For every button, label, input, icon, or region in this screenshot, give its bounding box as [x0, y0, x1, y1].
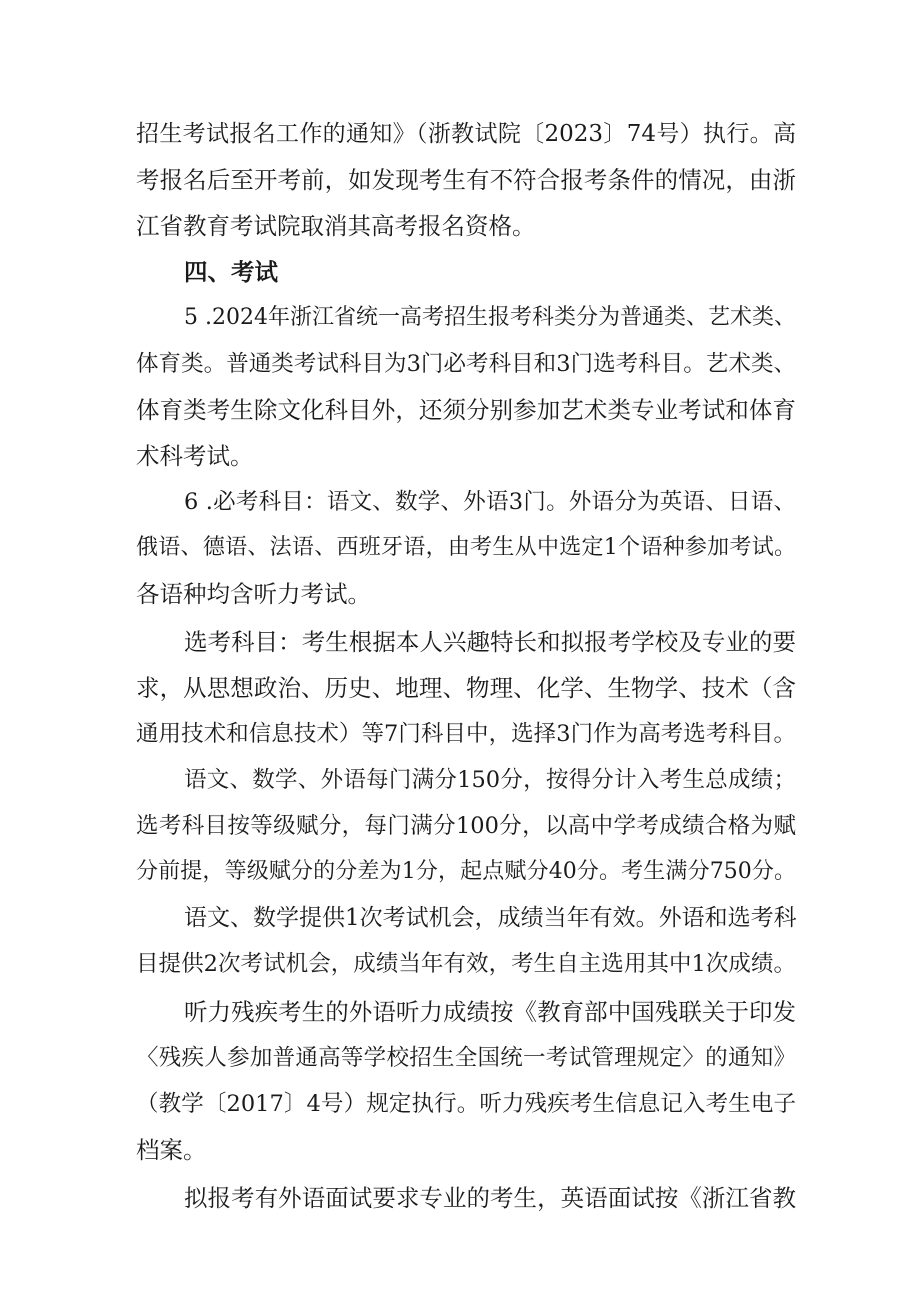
section-heading: 四、考试: [184, 258, 278, 286]
paragraph-line: 〈残疾人参加普通高等学校招生全国统一考试管理规定〉的通知》: [136, 1045, 796, 1071]
paragraph-line: 江省教育考试院取消其高考报名资格。: [136, 212, 536, 240]
paragraph-line: 目提供2次考试机会，成绩当年有效，考生自主选用其中1次成绩。: [136, 951, 796, 977]
paragraph-line: 选考科目：考生根据本人兴趣特长和拟报考学校及专业的要: [184, 628, 796, 656]
paragraph-line: 招生考试报名工作的通知》（浙教试院〔2023〕74号）执行。高: [136, 121, 796, 147]
paragraph-line: 分前提，等级赋分的分差为1分，起点赋分40分。考生满分750分。: [136, 859, 796, 884]
paragraph-line: （教学〔2017〕4号）规定执行。听力残疾考生信息记入考生电子: [136, 1091, 796, 1117]
paragraph-line: 各语种均含听力考试。: [136, 580, 371, 608]
paragraph-line: 通用技术和信息技术）等7门科目中，选择3门作为高考选考科目。: [136, 721, 796, 747]
paragraph-line: 体育类考生除文化科目外，还须分别参加艺术类专业考试和体育: [136, 396, 796, 424]
paragraph-line: 拟报考有外语面试要求专业的考生，英语面试按《浙江省教: [184, 1184, 796, 1212]
paragraph-line: 体育类。普通类考试科目为3门必考科目和3门选考科目。艺术类、: [136, 351, 796, 377]
paragraph-line: 语文、数学提供1次考试机会，成绩当年有效。外语和选考科: [184, 905, 797, 931]
paragraph-line: 6 .必考科目：语文、数学、外语3门。外语分为英语、日语、: [184, 489, 796, 515]
paragraph-line: 选考科目按等级赋分，每门满分100分，以高中学考成绩合格为赋: [136, 813, 796, 839]
paragraph-line: 5 .2024年浙江省统一高考招生报考科类分为普通类、艺术类、: [184, 305, 796, 330]
paragraph-line: 档案。: [136, 1136, 207, 1164]
paragraph-line: 术科考试。: [136, 442, 254, 470]
paragraph-line: 听力残疾考生的外语听力成绩按《教育部中国残联关于印发: [184, 998, 796, 1026]
paragraph-line: 考报名后至开考前，如发现考生有不符合报考条件的情况，由浙: [136, 166, 796, 194]
paragraph-line: 求，从思想政治、历史、地理、物理、化学、生物学、技术（含: [136, 674, 796, 702]
paragraph-line: 语文、数学、外语每门满分150分，按得分计入考生总成绩；: [184, 767, 796, 793]
paragraph-line: 俄语、德语、法语、西班牙语，由考生从中选定1个语种参加考试。: [136, 535, 796, 560]
